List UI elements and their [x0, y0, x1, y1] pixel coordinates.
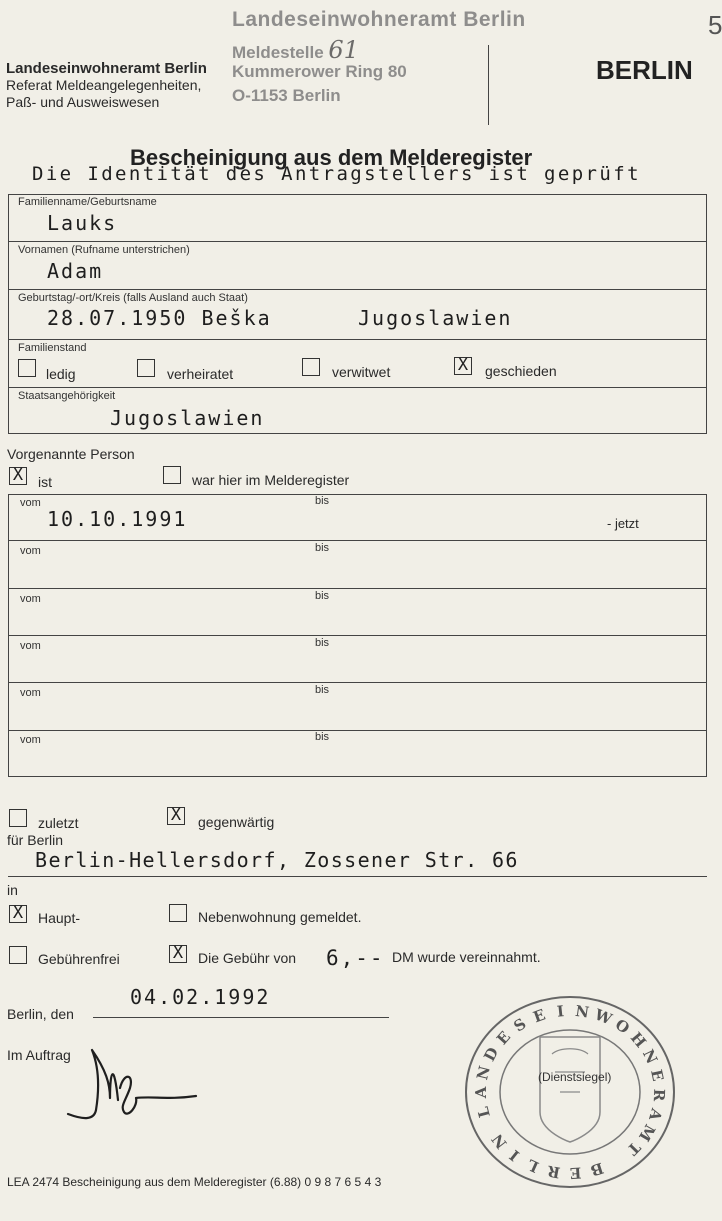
divider	[8, 387, 707, 388]
header-berlin-title: BERLIN	[596, 55, 693, 85]
checkmark-x: X	[170, 805, 182, 825]
birth-date-place: 28.07.1950 Beška	[47, 306, 272, 330]
seal-letter: N	[574, 1001, 591, 1022]
seal-letter: W	[592, 1005, 615, 1029]
option-gegenwaertig-label: gegenwärtig	[198, 814, 275, 830]
birth-label: Geburtstag/-ort/Kreis (falls Ausland auch Staat)	[18, 292, 248, 304]
stamp-meldestelle: Meldestelle	[232, 43, 324, 62]
option-gebuehrenfrei-label: Gebührenfrei	[38, 951, 120, 967]
seal-graphic	[460, 992, 680, 1192]
checkbox-verwitwet[interactable]	[302, 358, 320, 376]
seal-letter: H	[626, 1028, 650, 1052]
seal-letter: L	[524, 1155, 542, 1177]
seal-center-text: (Dienstsiegel)	[538, 1070, 612, 1084]
checkbox-nebenwohnung[interactable]	[169, 904, 187, 922]
seal-letter: R	[546, 1161, 562, 1182]
authority-label: Im Auftrag	[7, 1047, 71, 1063]
divider	[8, 540, 707, 541]
period-from-label: vom	[20, 640, 41, 652]
checkbox-zuletzt[interactable]	[9, 809, 27, 827]
period-to-label: bis	[315, 637, 330, 649]
place-label: Berlin, den	[7, 1006, 74, 1022]
stamp-line-1: Landeseinwohneramt Berlin	[232, 8, 526, 31]
stamp-line-4: O-1153 Berlin	[232, 86, 341, 105]
option-verwitwet-label: verwitwet	[332, 364, 391, 380]
checkmark-x: X	[12, 465, 24, 485]
divider	[8, 289, 707, 290]
corner-mark: 5	[708, 10, 722, 40]
firstname-label: Vornamen (Rufname unterstrichen)	[18, 244, 190, 256]
marital-status-label: Familienstand	[18, 342, 87, 354]
checkbox-hauptwohnung[interactable]	[9, 905, 27, 923]
option-zuletzt-label: zuletzt	[38, 815, 79, 831]
period-from-value: 10.10.1991	[47, 507, 188, 531]
divider	[8, 588, 707, 589]
seal-letter: A	[645, 1106, 666, 1123]
authority-name: Landeseinwohneramt Berlin	[6, 60, 207, 77]
period-to-label: bis	[315, 590, 330, 602]
registration-office-stamp	[232, 8, 526, 106]
nationality-label: Staatsangehörigkeit	[18, 390, 116, 402]
seal-letter: D	[480, 1044, 503, 1065]
option-ledig-label: ledig	[46, 366, 76, 382]
seal-letter: N	[638, 1046, 662, 1067]
date-line	[93, 1017, 389, 1018]
seal-letter: R	[649, 1088, 669, 1102]
identity-verified-note: Die Identität des Antragstellers ist geprüft	[32, 163, 641, 185]
seal-letter: B	[588, 1158, 606, 1180]
seal-letter: I	[506, 1146, 523, 1165]
period-from-label: vom	[20, 687, 41, 699]
option-nebenwohnung-label: Nebenwohnung gemeldet.	[198, 909, 362, 925]
stamp-line-2	[232, 36, 526, 64]
firstname-value: Adam	[47, 259, 104, 283]
checkmark-x: X	[457, 355, 469, 375]
option-ist-label: ist	[38, 474, 52, 490]
authority-department: Referat Meldeangelegenheiten,	[6, 77, 202, 93]
seal-letter: N	[488, 1130, 511, 1153]
in-label: in	[7, 882, 18, 898]
checkmark-x: X	[12, 903, 24, 923]
section-person-label: Vorgenannte Person	[7, 446, 135, 462]
seal-letter: I	[556, 1002, 565, 1021]
checkbox-ledig[interactable]	[18, 359, 36, 377]
seal-letter: T	[623, 1138, 645, 1159]
seal-letter: S	[510, 1014, 530, 1036]
divider	[8, 241, 707, 242]
authority-header	[6, 60, 207, 111]
issue-date: 04.02.1992	[130, 985, 271, 1009]
fee-amount: 6,--	[326, 946, 385, 970]
period-from-label: vom	[20, 734, 41, 746]
seal-letter: E	[530, 1005, 548, 1027]
checkbox-ist[interactable]	[9, 467, 27, 485]
period-to-label: bis	[315, 684, 330, 696]
divider	[8, 682, 707, 683]
fee-label: Die Gebühr von	[198, 950, 297, 966]
checkbox-geschieden[interactable]	[454, 357, 472, 375]
period-to-label: bis	[315, 731, 330, 743]
form-number: LEA 2474 Bescheinigung aus dem Melderegister (6.88) 0 9 8 7 6 5 4 3	[7, 1175, 382, 1189]
stamp-handwritten-number: 61	[328, 36, 359, 64]
seal-letter: E	[647, 1067, 668, 1083]
authority-division: Paß- und Ausweiswesen	[6, 94, 160, 110]
seal-letter: E	[569, 1163, 582, 1183]
checkbox-verheiratet[interactable]	[137, 359, 155, 377]
seal-letter: A	[471, 1086, 491, 1099]
divider	[8, 339, 707, 340]
seal-letter: O	[611, 1015, 633, 1038]
option-war-hier-label: war hier im Melderegister	[192, 472, 350, 488]
seal-letter: L	[473, 1104, 494, 1120]
option-haupt-label: Haupt-	[38, 910, 81, 926]
seal-letter: M	[634, 1121, 659, 1145]
checkbox-gebuehr[interactable]	[169, 945, 187, 963]
period-from-label: vom	[20, 545, 41, 557]
address-line	[8, 876, 707, 877]
for-berlin-label: für Berlin	[7, 832, 64, 848]
address-value: Berlin-Hellersdorf, Zossener Str. 66	[35, 848, 519, 872]
divider	[8, 635, 707, 636]
checkbox-gebuehrenfrei[interactable]	[9, 946, 27, 964]
period-from-label: vom	[20, 497, 41, 509]
stamp-line-3: Kummerower Ring 80	[232, 62, 407, 81]
option-verheiratet-label: verheiratet	[167, 366, 234, 382]
period-from-label: vom	[20, 593, 41, 605]
period-to-label: bis	[315, 542, 330, 554]
surname-value: Lauks	[47, 211, 118, 235]
option-geschieden-label: geschieden	[485, 363, 557, 379]
surname-label: Familienname/Geburtsname	[18, 196, 157, 208]
checkmark-x: X	[172, 943, 184, 963]
fee-suffix: DM wurde vereinnahmt.	[392, 949, 541, 965]
handwritten-signature	[58, 1040, 208, 1130]
seal-letter: E	[493, 1027, 515, 1049]
divider	[8, 730, 707, 731]
seal-letter: N	[473, 1064, 494, 1082]
period-to-label: bis	[315, 495, 330, 507]
official-seal	[460, 992, 680, 1192]
nationality-value: Jugoslawien	[110, 406, 265, 430]
birth-country: Jugoslawien	[358, 306, 513, 330]
document-title: Bescheinigung aus dem Melderegister	[130, 145, 533, 170]
period-to-value: - jetzt	[607, 516, 639, 531]
checkbox-gegenwaertig[interactable]	[167, 807, 185, 825]
checkbox-war-hier[interactable]	[163, 466, 181, 484]
